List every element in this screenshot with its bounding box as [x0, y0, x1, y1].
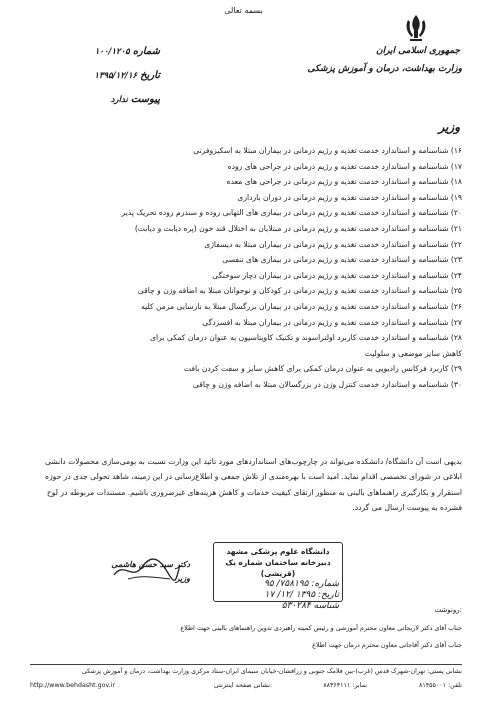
cc-line: جناب آقای دکتر لاریجانی معاون محترم آموزشی و رئیس کمیته راهبردی تدوین راهنماهای بالینی جهت اطلاع [180, 624, 462, 632]
stamp-code-label: شناسه [313, 601, 339, 611]
list-item: ۲۳) شناسنامه و استاندارد خدمت تغذیه و رژیم درمانی در بیماری های تنفسی [222, 255, 462, 265]
stamp-university-name: دانشگاه علوم پزشکی مشهد [226, 547, 330, 556]
list-item: ۱۸) شناسنامه و استاندارد خدمت تغذیه و رژیم درمانی در جراحی های معده [226, 177, 462, 187]
list-item: ۲۴) شناسنامه و استاندارد خدمت تغذیه و رژیم درمانی در بیماران دچار سوختگی [212, 270, 462, 280]
stamp-date-value: ۱۳۹۵ /۱۲/ ۱۷ [264, 590, 316, 600]
letter-attachment-value: ندارد [110, 95, 128, 105]
list-item: ۲۷) شناسنامه و استاندارد خدمت تغذیه و رژیم درمانی در بیماران مبتلا به افسردگی [202, 317, 462, 327]
bismillah-heading: بسمه تعالی [224, 6, 263, 15]
cc-title: رونوشت: [434, 606, 462, 614]
stamp-number-value: ۷۵۸۱۹۵/ ۹۵ [263, 579, 309, 589]
stamp-secretariat-name: دبیرخانه ساختمان شماره یک (قریشی) [225, 558, 331, 578]
list-item: ۱۶) شناسنامه و استاندارد خدمت تغذیه و رژیم درمانی در بیماران مبتلا به اسکیزوفرنی [193, 146, 462, 155]
signer-name: دکتر سید حسن هاشمی [111, 560, 190, 569]
list-item: ۳۰) شناسنامه و استاندارد خدمت کنترل وزن در بزرگسالان مبتلا به اضافه وزن و چاقی [192, 379, 462, 389]
letter-date-row [40, 70, 160, 81]
minister-title: وزیر [438, 120, 460, 134]
list-item: ۲۸) شناسنامه و استاندارد خدمت کاربرد اولتراسوند و تکنیک کاویتاسیون به عنوان درمان کمکی برای [150, 333, 462, 343]
list-item-continuation: کاهش سایز موضعی و سلولیت [364, 348, 462, 358]
letter-number-label: شماره [132, 46, 160, 57]
cc-line: جناب آقای دکتر آقاجانی معاون محترم درمان جهت اطلاع [312, 641, 462, 649]
letter-date-label: تاریخ [140, 70, 160, 81]
signer-title: وزیر [175, 574, 190, 583]
list-item: ۲۱) شناسنامه و استاندارد خدمت تغذیه و رژیم درمانی در مبتلایان به اختلال قند خون (پره دیابت و دیابت) [134, 223, 462, 233]
letter-attachment-row [40, 94, 160, 105]
letter-attachment-label: پیوست [130, 94, 160, 105]
stamp-number-label: شماره: [311, 579, 339, 589]
footer-address: نشانی پستی: تهران-شهرک قدس (غرب)-بین فلامک جنوبی و زرافشان-خیابان سیمای ایران-ستاد مرکزی وزارت بهداشت، درمان و آموزش پزشکی [81, 668, 462, 675]
letter-number-row [40, 46, 160, 57]
list-item: ۱۹) شناسنامه و استاندارد خدمت تغذیه و رژیم درمانی در دوران بارداری [237, 192, 462, 202]
standards-list [30, 143, 462, 393]
stamp-number-row [217, 579, 339, 590]
list-item: ۲۲) شناسنامه و استاندارد خدمت تغذیه و رژیم درمانی در بیماران مبتلا به دیسفاژی [204, 239, 462, 249]
letter-number-value: ۱۰۰/۱۲۰۵ [94, 47, 130, 57]
list-item: ۲۶) شناسنامه و استاندارد خدمت تغذیه و رژیم درمانی در بیماران بزرگسال مبتلا به نارسایی مزمن کلیه [141, 301, 462, 311]
footer-website-link[interactable]: http://www.behdasht.gov.ir [30, 682, 116, 689]
stamp-date-row [217, 590, 339, 601]
stamp-code-value: ۵۳۰۲۸۴ [281, 601, 311, 611]
ministry-name: جمهوری اسلامی ایران [375, 46, 460, 56]
footer-fax: نمابر: ۸۸۳۶۴۱۱۱ [323, 682, 367, 689]
iran-emblem-icon [400, 12, 432, 44]
letter-date-value: ۱۳۹۵/۱۲/۱۶ [94, 71, 138, 81]
list-item: ۲۹) کاربرد فرکانس رادیویی به عنوان درمان کمکی برای کاهش سایز و سفت کردن بافت [183, 364, 462, 374]
list-item: ۲۰) شناسنامه و استاندارد خدمت تغذیه و رژیم درمانی در بیماری های التهابی روده و سندرم روده تحریک پذیر [121, 208, 462, 218]
secretariat-stamp [213, 542, 343, 611]
list-item: ۱۷) شناسنامه و استاندارد خدمت تغذیه و رژیم درمانی در جراحی های روده [227, 161, 462, 171]
stamp-code-row [217, 601, 339, 612]
footer-divider [30, 664, 462, 665]
footer-contacts [30, 682, 462, 694]
closing-paragraph: بدیهی است آن دانشگاه/ دانشکده می‌تواند در چارچوب‌های استانداردهای مورد تائید این وزارت نسبت به بومی‌سازی محصولات دانشی ابلاغی در شورای تخصصی اقدام نماید. امید است با بهره‌مندی از تلاش جمعی و اطلاع‌رسانی در این زمینه، شاهد تحولی جدی در حوزه استقرار و بکارگیری راهنماهای بالینی به منظور ارتقای کیفیت خدمات و کاهش هزینه‌های غیرضروری باشیم. مستندات مربوطه در لوح فشرده به پیوست ارسال می گردد. [45, 457, 462, 513]
footer-website-label: نشانی صفحه اینترنتی: [213, 682, 272, 689]
footer-phone: تلفن: ۸۱۴۵۵۰۰۱ [418, 682, 462, 689]
stamp-date-label: تاریخ: [318, 590, 339, 600]
list-item: ۲۵) شناسنامه و استاندارد خدمت تغذیه و رژیم درمانی در کودکان و نوجوانان مبتلا به اضافه وزن و چاقی [137, 286, 462, 296]
ministry-subtitle: وزارت بهداشت، درمان و آموزش پزشکی [307, 64, 462, 74]
